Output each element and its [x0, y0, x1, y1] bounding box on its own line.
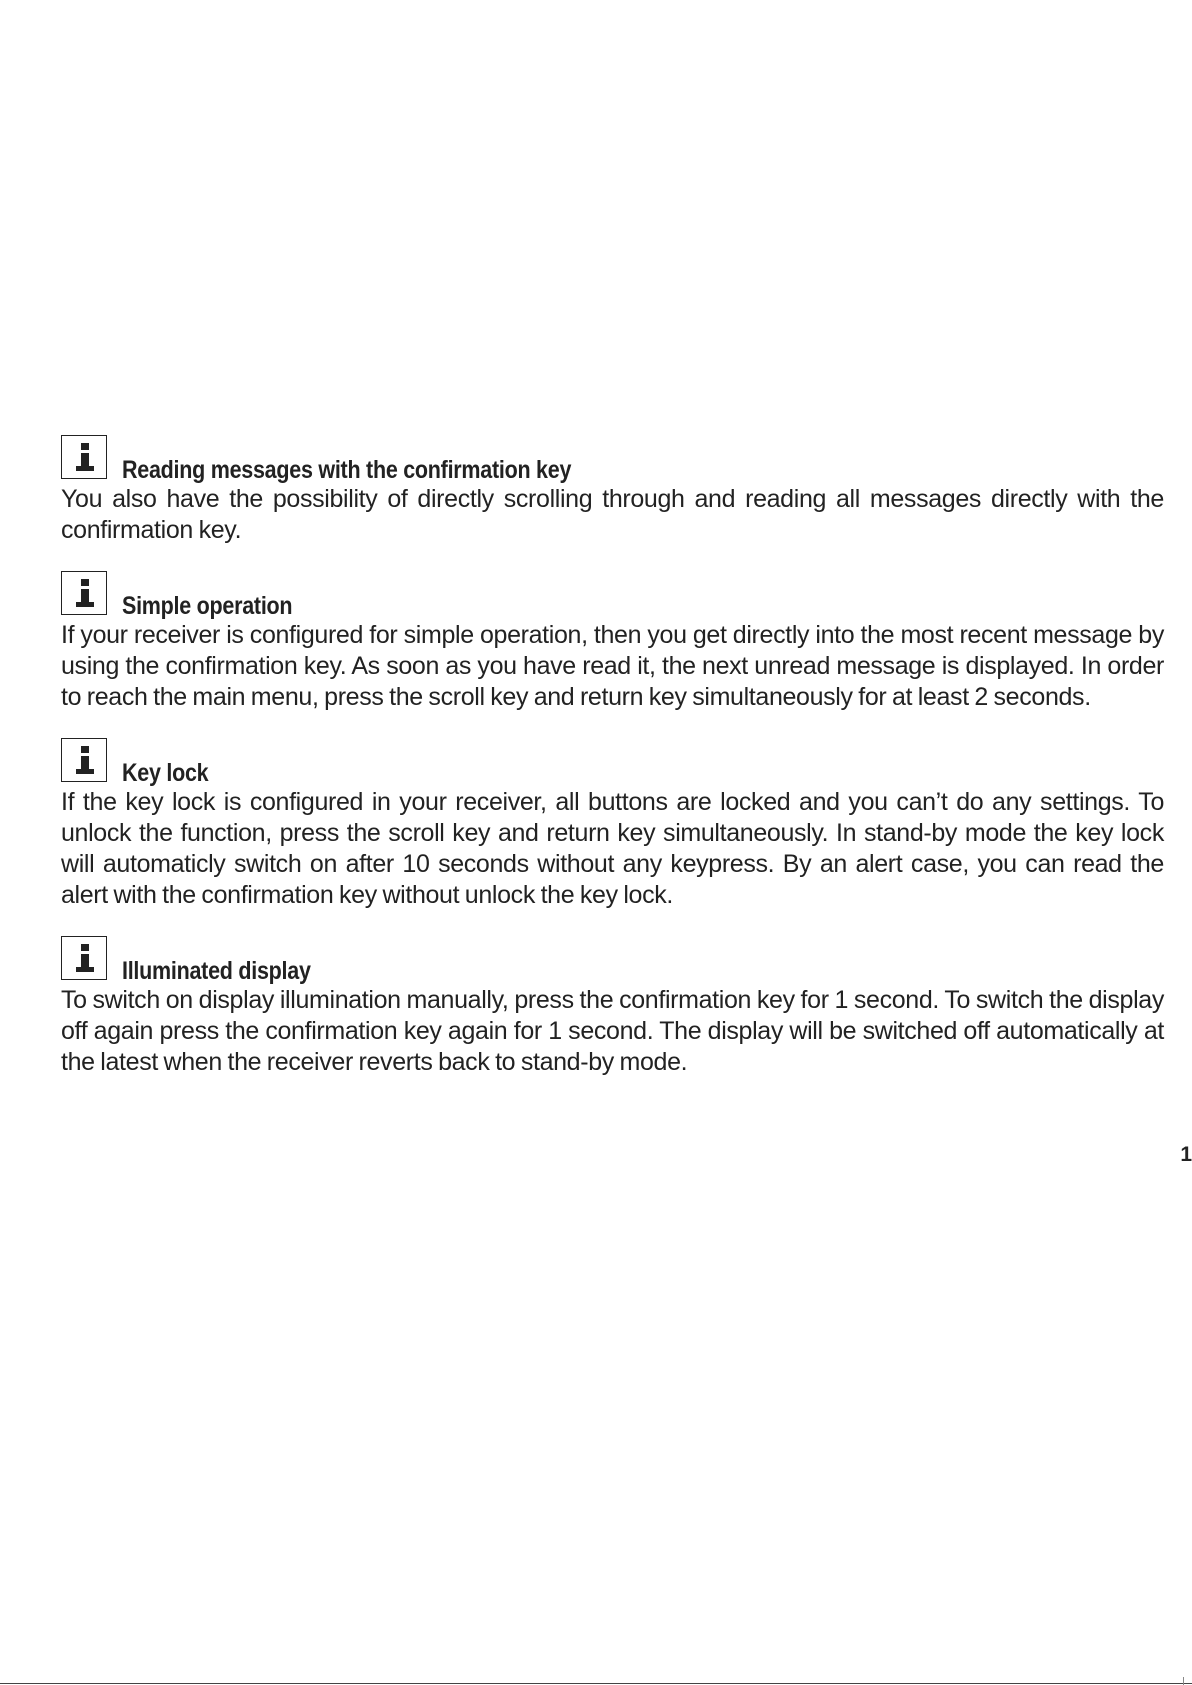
info-icon — [61, 936, 107, 980]
section-text: To switch on display illumination manually, press the confirmation key for 1 second. To switch the display off again press the confirmation key again for 1 second. The display will be switched off automatically at the latest when the receiver reverts back to stand-by mode. — [61, 986, 1164, 1076]
page-bottom-rule — [0, 1683, 1192, 1684]
section-text: You also have the possibility of directly scrolling through and reading all messages directly with the confirmation key. — [61, 485, 1164, 544]
section-heading — [61, 735, 1164, 787]
info-icon — [61, 571, 107, 615]
info-icon — [61, 435, 107, 479]
info-icon — [61, 738, 107, 782]
section-heading — [61, 933, 1164, 985]
section-simple-operation — [61, 568, 1164, 713]
section-title: Reading messages with the confirmation key — [122, 456, 572, 484]
section-illuminated-display — [61, 933, 1164, 1078]
section-heading — [61, 432, 1164, 484]
section-title: Illuminated display — [122, 957, 311, 985]
section-text: If your receiver is configured for simple operation, then you get directly into the most recent message by using the confirmation key. As soon as you have read it, the next unread message is displayed. In order to reach the main menu, press the scroll key and return key simultaneously for at least 2 seconds. — [61, 621, 1164, 711]
section-key-lock — [61, 735, 1164, 911]
section-text: If the key lock is configured in your receiver, all buttons are locked and you can’t do any settings. To unlock the function, press the scroll key and return key simultaneously. In stand-by mode the key lock will automaticly switch on after 10 seconds without any keypress. By an alert case, you can read the alert with the confirmation key without unlock the key lock. — [61, 788, 1164, 909]
document-content — [61, 432, 1164, 1100]
page-number: 1 — [1180, 1143, 1192, 1166]
section-reading-messages — [61, 432, 1164, 546]
section-heading — [61, 568, 1164, 620]
section-title: Simple operation — [122, 592, 293, 620]
corner-mark — [1183, 1677, 1192, 1685]
section-title: Key lock — [122, 759, 209, 787]
